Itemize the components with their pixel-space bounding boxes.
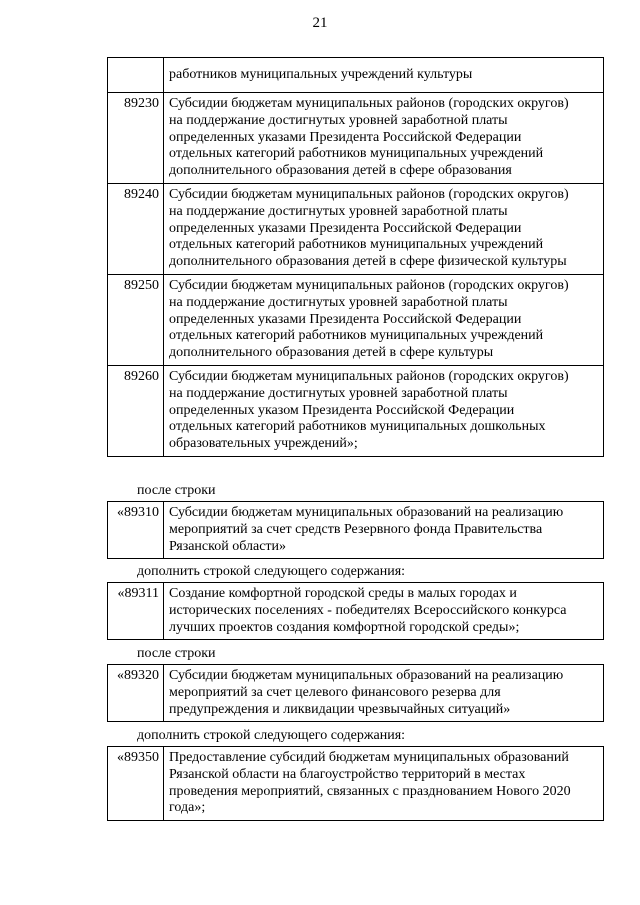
- row-description: [164, 274, 604, 365]
- text-line: на поддержание достигнутых уровней заработной платы: [169, 294, 508, 310]
- instruction-after-row: после строки: [137, 646, 216, 661]
- row-code: 89250: [108, 274, 164, 365]
- text-line: Субсидии бюджетам муниципальных районов (городских округов): [169, 368, 569, 384]
- table-row: [108, 747, 604, 821]
- classification-table: [107, 746, 604, 821]
- text-line: года»;: [169, 800, 206, 816]
- text-line: определенных указами Президента Российской Федерации: [169, 311, 522, 327]
- table-row: [108, 58, 604, 93]
- classification-table: [107, 582, 604, 640]
- row-code: «89320: [108, 665, 164, 722]
- row-code: 89240: [108, 183, 164, 274]
- table-row: [108, 274, 604, 365]
- text-line: отдельных категорий работников муниципальных дошкольных: [169, 419, 546, 435]
- text-line: на поддержание достигнутых уровней заработной платы: [169, 203, 508, 219]
- text-line: дополнительного образования детей в сфере физической культуры: [169, 254, 567, 270]
- row-code: «89350: [108, 747, 164, 821]
- classification-table: [107, 664, 604, 722]
- table-row: [108, 365, 604, 456]
- text-line: на поддержание достигнутых уровней заработной платы: [169, 385, 508, 401]
- text-line: Рязанской области на благоустройство территорий в местах: [169, 766, 526, 782]
- text-line: Субсидии бюджетам муниципальных районов (городских округов): [169, 96, 569, 111]
- instruction-after-row: после строки: [137, 483, 216, 498]
- table-row: [108, 93, 604, 184]
- row-description: [164, 183, 604, 274]
- row-description: [164, 502, 604, 559]
- text-line: определенных указами Президента Российской Федерации: [169, 129, 522, 145]
- text-line: работников муниципальных учреждений культуры: [169, 67, 473, 82]
- text-line: отдельных категорий работников муниципальных учреждений: [169, 328, 544, 344]
- text-line: определенных указом Президента Российской Федерации: [169, 402, 515, 418]
- classification-table: [107, 57, 604, 457]
- text-line: дополнительного образования детей в сфере культуры: [169, 345, 494, 361]
- text-line: мероприятий за счет средств Резервного фонда Правительства: [169, 521, 543, 537]
- table-row: [108, 183, 604, 274]
- instruction-add-row: дополнить строкой следующего содержания:: [137, 564, 406, 579]
- text-line: исторических поселениях - победителях Всероссийского конкурса: [169, 602, 567, 618]
- classification-table: [107, 501, 604, 559]
- text-line: отдельных категорий работников муниципальных учреждений: [169, 146, 544, 162]
- row-code: 89230: [108, 93, 164, 184]
- text-line: Субсидии бюджетам муниципальных районов (городских округов): [169, 186, 569, 202]
- row-description: [164, 583, 604, 640]
- text-line: мероприятий за счет целевого финансового резерва для: [169, 684, 501, 700]
- text-line: отдельных категорий работников муниципальных учреждений: [169, 237, 544, 253]
- text-line: Субсидии бюджетам муниципальных образований на реализацию: [169, 668, 564, 683]
- row-description: [164, 365, 604, 456]
- row-description: [164, 58, 604, 93]
- page-number: 21: [312, 15, 328, 31]
- text-line: Субсидии бюджетам муниципальных образований на реализацию: [169, 505, 564, 520]
- table-row: [108, 583, 604, 640]
- row-description: [164, 665, 604, 722]
- text-line: Субсидии бюджетам муниципальных районов (городских округов): [169, 277, 569, 293]
- instruction-add-row: дополнить строкой следующего содержания:: [137, 728, 406, 743]
- row-code: 89260: [108, 365, 164, 456]
- table-row: [108, 502, 604, 559]
- text-line: Предоставление субсидий бюджетам муниципальных образований: [169, 750, 569, 765]
- text-line: лучших проектов создания комфортной городской среды»;: [169, 619, 520, 635]
- row-code: «89311: [108, 583, 164, 640]
- text-line: определенных указами Президента Российской Федерации: [169, 220, 522, 236]
- text-line: на поддержание достигнутых уровней заработной платы: [169, 112, 508, 128]
- row-description: [164, 747, 604, 821]
- table-row: [108, 665, 604, 722]
- text-line: проведения мероприятий, связанных с празднованием Нового 2020: [169, 783, 571, 799]
- text-line: образовательных учреждений»;: [169, 436, 358, 452]
- row-description: [164, 93, 604, 184]
- text-line: Создание комфортной городской среды в малых городах и: [169, 586, 517, 601]
- text-line: Рязанской области»: [169, 538, 287, 554]
- row-code: «89310: [108, 502, 164, 559]
- text-line: предупреждения и ликвидации чрезвычайных ситуаций»: [169, 701, 511, 717]
- row-code: [108, 58, 164, 93]
- text-line: дополнительного образования детей в сфере образования: [169, 163, 512, 179]
